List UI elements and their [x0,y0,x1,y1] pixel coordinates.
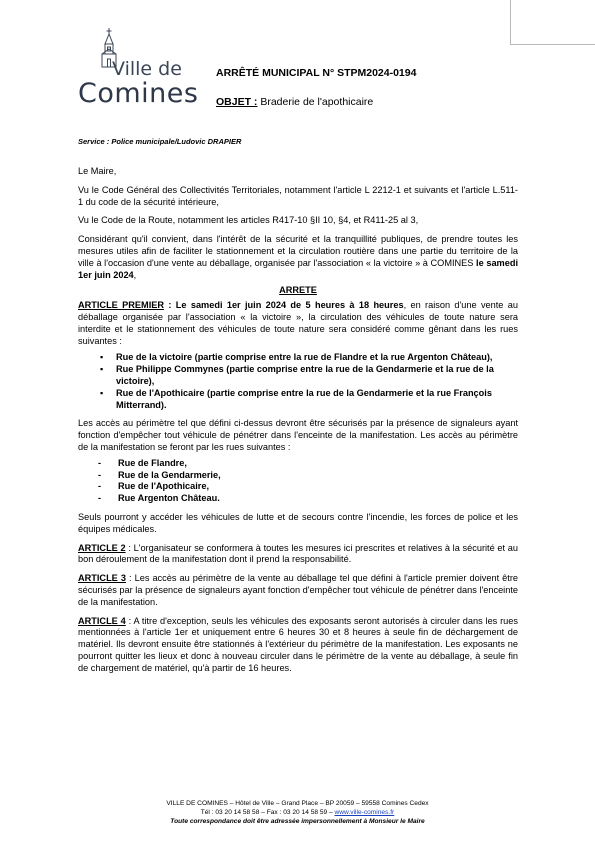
considerant-end: , [133,269,137,280]
logo-ville-text: Ville de [112,58,182,80]
vu-code-route: Vu le Code de la Route, notamment les articles R417-10 §II 10, §4, et R411-25 al 3, [78,215,419,226]
article-4 [78,616,518,675]
list-item: - Rue de la Gendarmerie, [98,470,518,482]
page-footer [80,799,515,826]
arrete-heading: ARRETE [279,285,317,296]
logo-comines-text: Comines [78,78,199,109]
article-3 [78,573,518,608]
le-maire: Le Maire, [78,166,117,176]
article-1-label: ARTICLE PREMIER [78,300,165,311]
decree-title: ARRÊTÉ MUNICIPAL N° STPM2024-0194 [216,67,417,79]
subject-text: Braderie de l'apothicaire [257,96,374,108]
article-3-label: ARTICLE 3 [78,573,126,584]
article-2-label: ARTICLE 2 [78,542,126,553]
considerant-date: le samedi 1er juin 2024 [78,257,518,280]
footer-address: VILLE DE COMINES – Hôtel de Ville – Grand Place – BP 20059 – 59558 Comines Cedex [166,800,429,807]
list-item: ▪ Rue de la victoire (partie comprise entre la rue de Flandre et la rue Argenton Château), [100,352,518,364]
considerant [78,234,518,281]
article-1 [78,300,518,347]
article-1-bold: : Le samedi 1er juin 2024 de 5 heures à 18 heures [164,300,404,311]
emergency-access: Seuls pourront y accéder les véhicules de lutte et de secours contre l'incendie, les forces de police et les équipes médicales. [78,511,518,534]
access-paragraph: Les accès au périmètre tel que défini ci-dessus devront être sécurisés par la présence de signaleurs ayant fonction d'empêcher tout véhicule de pénétrer dans l'enceinte de la manifestation. Les accès au périmètre de la manifestation se feront par les rues suivantes : [78,418,518,452]
footer-contact [80,808,515,817]
city-logo [78,28,199,110]
subject-label: OBJET : [216,96,258,108]
access-streets-list [78,458,518,505]
list-item: ▪ Rue Philippe Commynes (partie comprise entre la rue de la Gendarmerie et la rue de la victoire), [100,364,518,388]
footer-phone-fax: Tél : 03 20 14 58 58 – Fax : 03 20 14 58 59 – [200,809,335,816]
article-4-label: ARTICLE 4 [78,615,126,626]
closed-streets-list [78,352,518,411]
article-3-text: : Les accès au périmètre de la vente au déballage tel que défini à l'article premier doivent être sécurisés par la présence de signaleurs ayant fonction d'empêcher tout véhicule de pénétrer dans l'enceinte de la manifestation. [78,573,518,607]
considerant-text: Considérant qu'il convient, dans l'intérêt de la sécurité et la tranquillité publiques, de prendre toutes les mesures utiles afin de faciliter le stationnement et la circulation routière dans une partie du territoire de la ville à l'occasion d'une vente au déballage, organisée par l'association « la victoire » à COMINES [78,234,518,268]
footer-notice: Toute correspondance doit être adressée impersonnellement à Monsieur le Maire [170,818,425,825]
vu-cgct: Vu le Code Général des Collectivités Territoriales, notamment l'article L 2212-1 et suivants et l'article L.511-1 du code de la sécurité intérieure, [78,184,518,207]
decree-body [78,166,518,681]
list-item: - Rue de Flandre, [98,458,518,470]
service-line: Service : Police municipale/Ludovic DRAPIER [78,137,242,146]
list-item: - Rue de l'Apothicaire, [98,481,518,493]
article-2-text: : L'organisateur se conformera à toutes les mesures ici prescrites et relatives à la sécurité et au bon déroulement de la manifestation dont il prend la responsabilité. [78,542,518,565]
website-link[interactable]: www.ville-comines.fr [334,809,395,816]
article-4-text: : A titre d'exception, seuls les véhicules des exposants seront autorisés à circuler dans les rues mentionnées à l'article 1er et uniquement entre 6 heures 30 et 8 heures à seule fin de déchargement de matériel. Ils devront ensuite être stationnés à l'extérieur du périmètre de la manifestation. Les exposants ne pourront quitter les lieux et donc à nouveau circuler dans le périmètre de la vente au déballage, à seule fin de chargement de matériel, qu'à partir de 16 heures. [78,615,518,673]
signature-box [510,0,595,45]
list-item: - Rue Argenton Château. [98,493,518,505]
article-1-text: , en raison d'une vente au déballage organisée par l'association « la victoire », la circulation des véhicules de toute nature sera interdite et le stationnement des véhicules de toute nature sera considéré comme gênant dans les rues suivantes : [78,300,518,346]
decree-subject [216,96,373,108]
list-item: ▪ Rue de l'Apothicaire (partie comprise entre la rue de la Gendarmerie et la rue François Mitterrand). [100,388,518,412]
article-2 [78,543,518,567]
